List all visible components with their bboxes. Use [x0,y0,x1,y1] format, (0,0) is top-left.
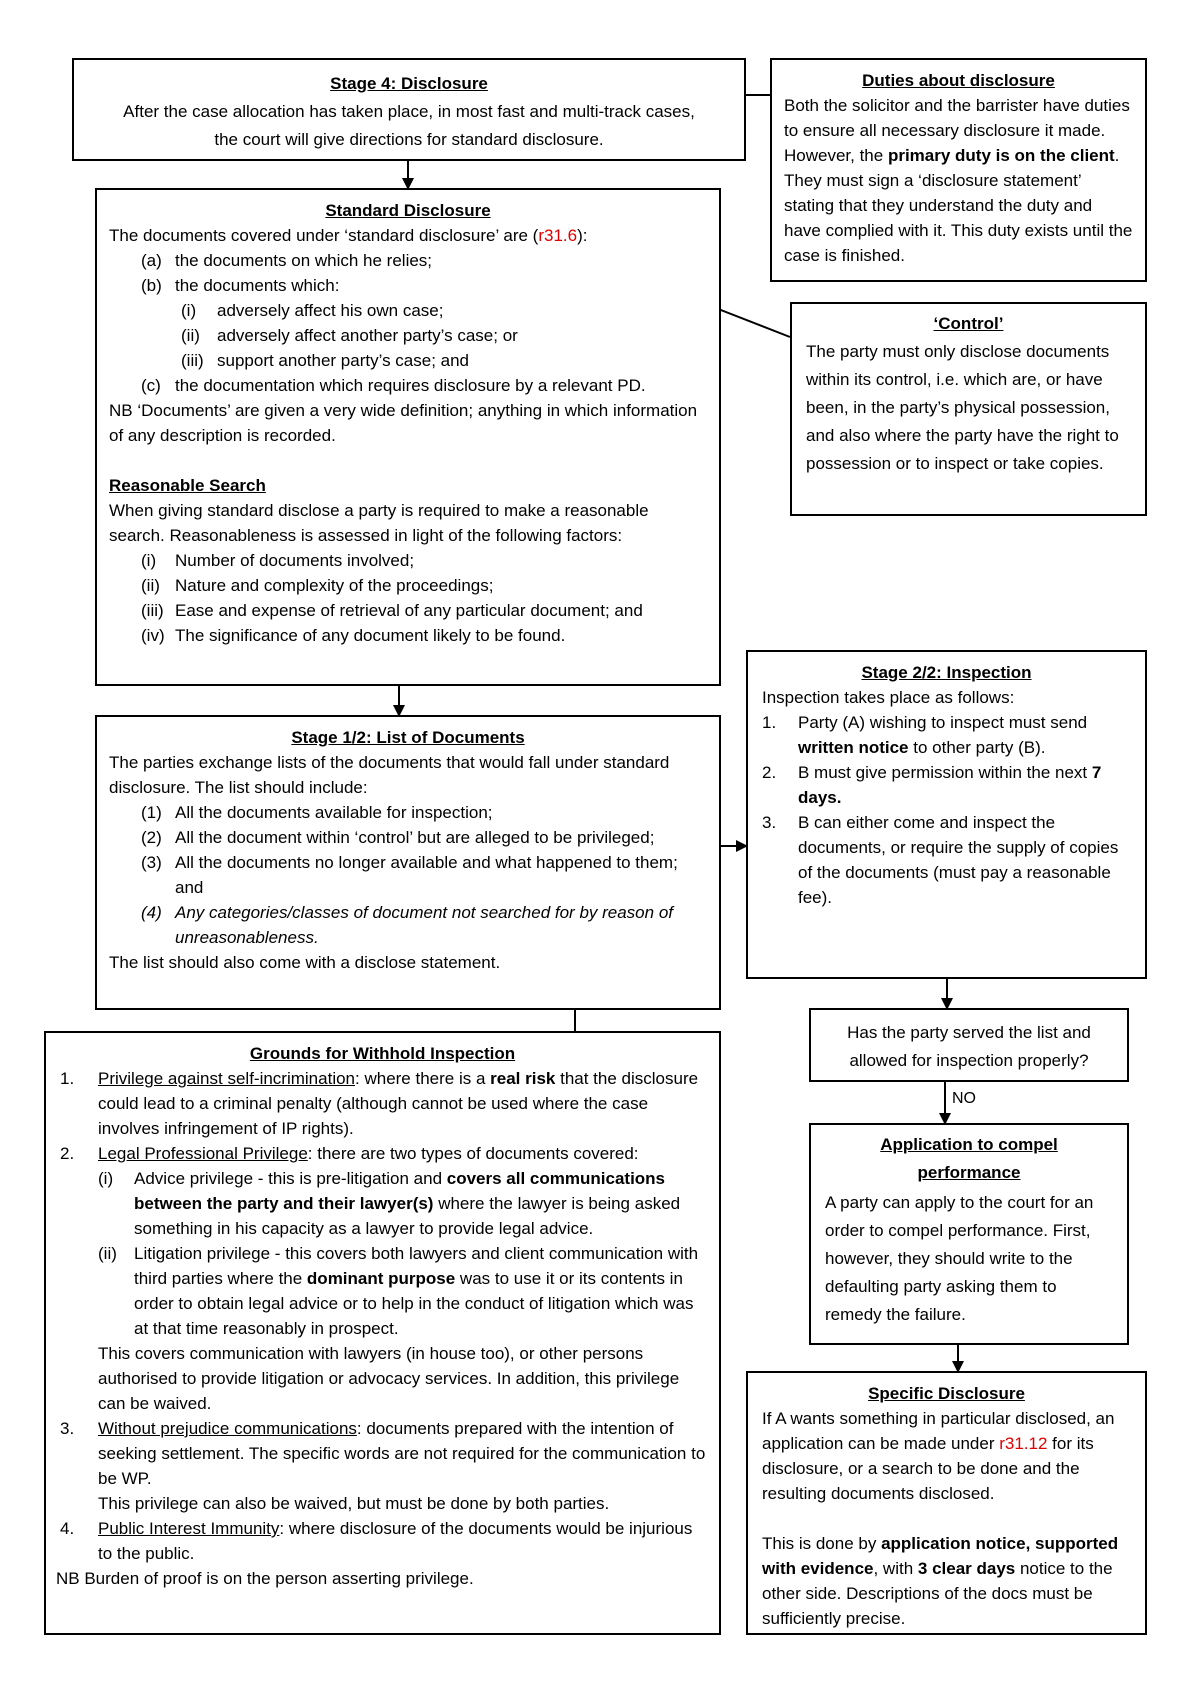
standard-subitem: (i) adversely affect his own case; [181,301,444,320]
ground-subitem-advice: (i) Advice privilege - this is pre-litigation and covers all communications between the party and their lawyer(s) where the lawyer is being asked something in his capacity as a lawyer to provide legal advice. [98,1169,681,1238]
ground-item-2: 2. Legal Professional Privilege: there are two types of documents covered: [60,1144,639,1163]
question-box [809,1008,1129,1082]
ground-subitem-litigation: (ii) Litigation privilege - this covers both lawyers and client communication with third parties where the dominant purpose was to use it or its contents in order to obtain legal advice or to help in the conduct of litigation which was at that time reasonably in prospect. [98,1244,699,1338]
list-item: (3) All the documents no longer available and what happened to them; and [141,853,678,897]
grounds-title: Grounds for Withhold Inspection [249,1044,516,1063]
standard-subitem: (ii) adversely affect another party’s case; or [181,326,518,345]
reasonable-search-intro: When giving standard disclose a party is required to make a reasonable search. Reasonableness is assessed in light of the following factors: [109,501,649,545]
stage4-title: Stage 4: Disclosure [330,74,488,93]
inspection-box [746,650,1147,979]
control-text: The party must only disclose documents within its control, i.e. which are, or have been, in the party’s physical possession, and also where the party have the right to possession or to inspect or take copies. [806,342,1119,473]
compel-text: A party can apply to the court for an order to compel performance. First, however, they should write to the defaulting party asking them to remedy the failure. [825,1193,1094,1324]
grounds-nb: NB Burden of proof is on the person asserting privilege. [56,1569,474,1588]
ground-item-1: 1. Privilege against self-incrimination: where there is a real risk that the disclosure could lead to a criminal penalty (although cannot be used where the case involves infringement of IP rights). [60,1069,699,1138]
question-line2: allowed for inspection properly? [849,1051,1089,1070]
list-title: Stage 1/2: List of Documents [291,728,525,747]
inspection-step: 2. B must give permission within the next 7 days. [762,763,1102,807]
reasonable-search-title: Reasonable Search [109,476,266,495]
search-factor: (ii) Nature and complexity of the proceedings; [141,576,494,595]
list-closing: The list should also come with a disclose statement. [109,953,501,972]
standard-disclosure-box [95,188,721,686]
control-title: ‘Control’ [933,314,1004,333]
stage4-line2: the court will give directions for standard disclosure. [214,130,604,149]
question-line1: Has the party served the list and [847,1023,1091,1042]
list-of-documents-box [95,715,721,1010]
list-item-4: (4) Any categories/classes of document not searched for by reason of unreasonableness. [141,903,673,947]
list-item: (1) All the documents available for inspection; [141,803,493,822]
ground-2-note: This covers communication with lawyers (in house too), or other persons authorised to provide litigation or advocacy services. In addition, this privilege can be waived. [98,1344,680,1413]
control-box [790,302,1147,516]
standard-nb: NB ‘Documents’ are given a very wide definition; anything in which information of any description is recorded. [109,401,698,445]
inspection-step: 1. Party (A) wishing to inspect must send written notice to other party (B). [762,713,1088,757]
ground-3-note: This privilege can also be waived, but must be done by both parties. [98,1494,610,1513]
list-intro: The parties exchange lists of the documents that would fall under standard disclosure. The list should include: [109,753,670,797]
standard-item-c: (c) the documentation which requires disclosure by a relevant PD. [141,376,646,395]
specific-disclosure-box [746,1371,1147,1635]
standard-intro: The documents covered under ‘standard disclosure’ are (r31.6): [109,226,588,245]
inspection-title: Stage 2/2: Inspection [861,663,1032,682]
standard-subitem: (iii) support another party’s case; and [181,351,470,370]
search-factor: (iii) Ease and expense of retrieval of any particular document; and [141,601,643,620]
inspection-step: 3. B can either come and inspect the documents, or require the supply of copies of the documents (must pay a reasonable fee). [762,813,1119,907]
grounds-box [44,1031,721,1635]
duties-box [770,58,1147,282]
standard-item-a: (a) the documents on which he relies; [141,251,433,270]
search-factor: (iv) The significance of any document likely to be found. [141,626,566,645]
no-label: NO [952,1090,976,1107]
duties-title: Duties about disclosure [862,71,1055,90]
specific-title: Specific Disclosure [868,1384,1025,1403]
search-factor: (i) Number of documents involved; [141,551,415,570]
compel-title-2: performance [917,1163,1021,1182]
compel-box [809,1123,1129,1345]
standard-title: Standard Disclosure [325,201,491,220]
inspection-intro: Inspection takes place as follows: [762,688,1015,707]
stage4-box [72,58,746,161]
list-item: (2) All the document within ‘control’ but are alleged to be privileged; [141,828,655,847]
duties-text: Both the solicitor and the barrister have duties to ensure all necessary disclosure it made. However, the primary duty is on the client. They must sign a ‘disclosure statement’ stating that they understand the duty and have complied with it. This duty exists until the case is finished. [784,96,1133,265]
stage4-line1: After the case allocation has taken place, in most fast and multi-track cases, [123,102,695,121]
specific-p1: If A wants something in particular disclosed, an application can be made under r31.12 for its disclosure, or a search to be done and the resulting documents disclosed. [762,1409,1115,1503]
ground-item-4: 4. Public Interest Immunity: where disclosure of the documents would be injurious to the public. [60,1519,693,1563]
standard-item-b: (b) the documents which: [141,276,340,295]
ground-item-3: 3. Without prejudice communications: documents prepared with the intention of seeking settlement. The specific words are not required for the communication to be WP. [60,1419,706,1488]
specific-p2: This is done by application notice, supported with evidence, with 3 clear days notice to the other side. Descriptions of the docs must be sufficiently precise. [762,1534,1119,1628]
compel-title-1: Application to compel [880,1135,1058,1154]
